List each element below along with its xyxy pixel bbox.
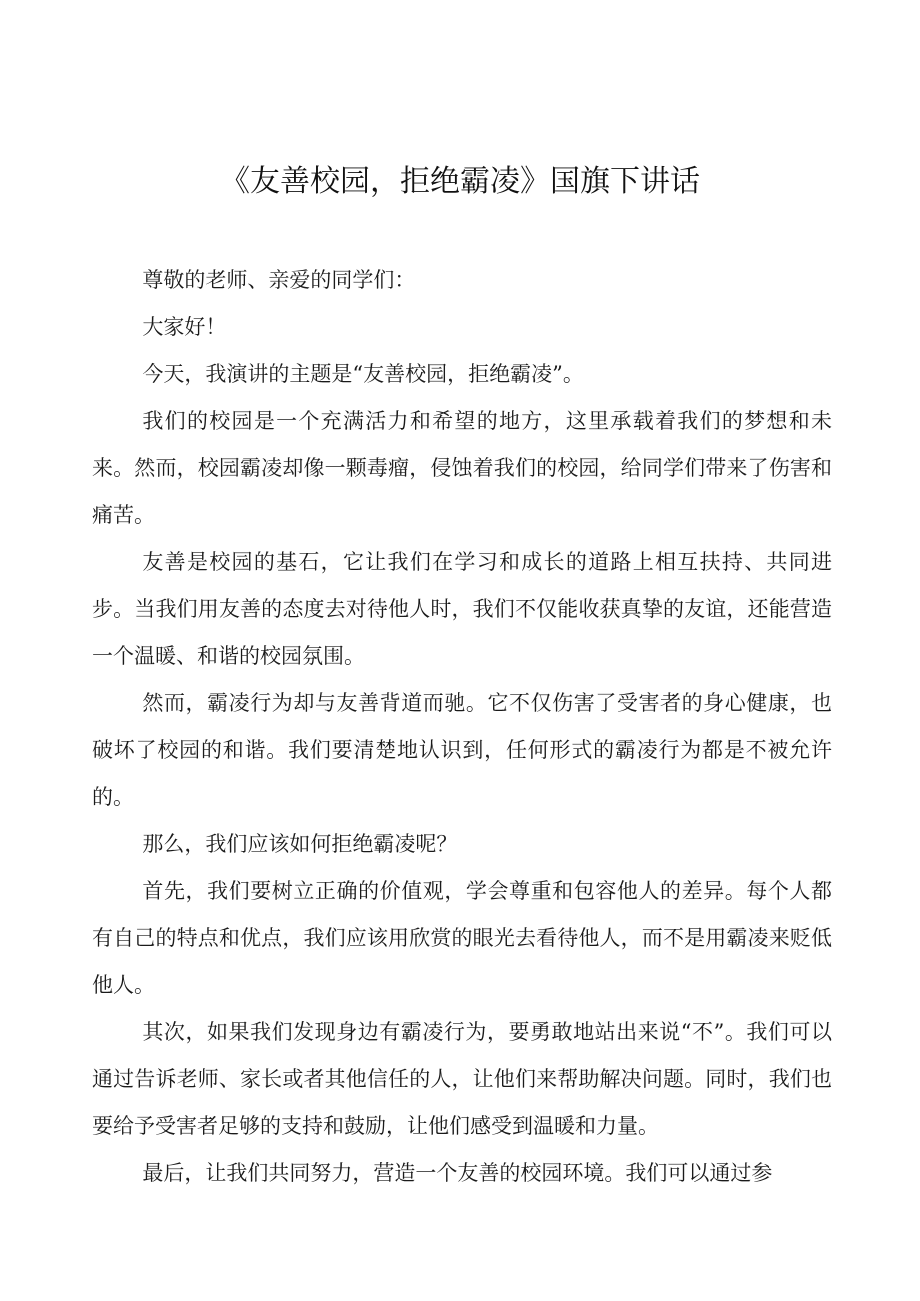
paragraph: 其次，如果我们发现身边有霸凌行为，要勇敢地站出来说“不”。我们可以通过告诉老师、家长或者其他信任的人，让他们来帮助解决问题。同时，我们也要给予受害者足够的支持和鼓励，让他们感受到温暖和力量。	[92, 1020, 832, 1138]
paragraph: 友善是校园的基石，它让我们在学习和成长的道路上相互扶持、共同进步。当我们用友善的态度去对待他人时，我们不仅能收获真挚的友谊，还能营造一个温暖、和谐的校园氛围。	[92, 550, 832, 668]
paragraph-question: 那么，我们应该如何拒绝霸凌呢？	[142, 832, 458, 856]
paragraph: 首先，我们要树立正确的价值观，学会尊重和包容他人的差异。每个人都有自己的特点和优点，我们应该用欣赏的眼光去看待他人，而不是用霸凌来贬低他人。	[92, 879, 832, 997]
paragraph-salutation: 尊敬的老师、亲爱的同学们：	[142, 268, 416, 292]
document-body	[92, 257, 832, 1197]
paragraph-topic: 今天，我演讲的主题是“友善校园，拒绝霸凌”。	[142, 362, 584, 386]
paragraph: 我们的校园是一个充满活力和希望的地方，这里承载着我们的梦想和未来。然而，校园霸凌却像一颗毒瘤，侵蚀着我们的校园，给同学们带来了伤害和痛苦。	[92, 409, 832, 527]
paragraph: 然而，霸凌行为却与友善背道而驰。它不仅伤害了受害者的身心健康，也破坏了校园的和谐。我们要清楚地认识到，任何形式的霸凌行为都是不被允许的。	[92, 691, 832, 809]
paragraph: 最后，让我们共同努力，营造一个友善的校园环境。我们可以通过参	[142, 1161, 773, 1185]
document-title: 《友善校园，拒绝霸凌》国旗下讲话	[220, 164, 700, 199]
paragraph-greeting: 大家好！	[142, 315, 227, 339]
